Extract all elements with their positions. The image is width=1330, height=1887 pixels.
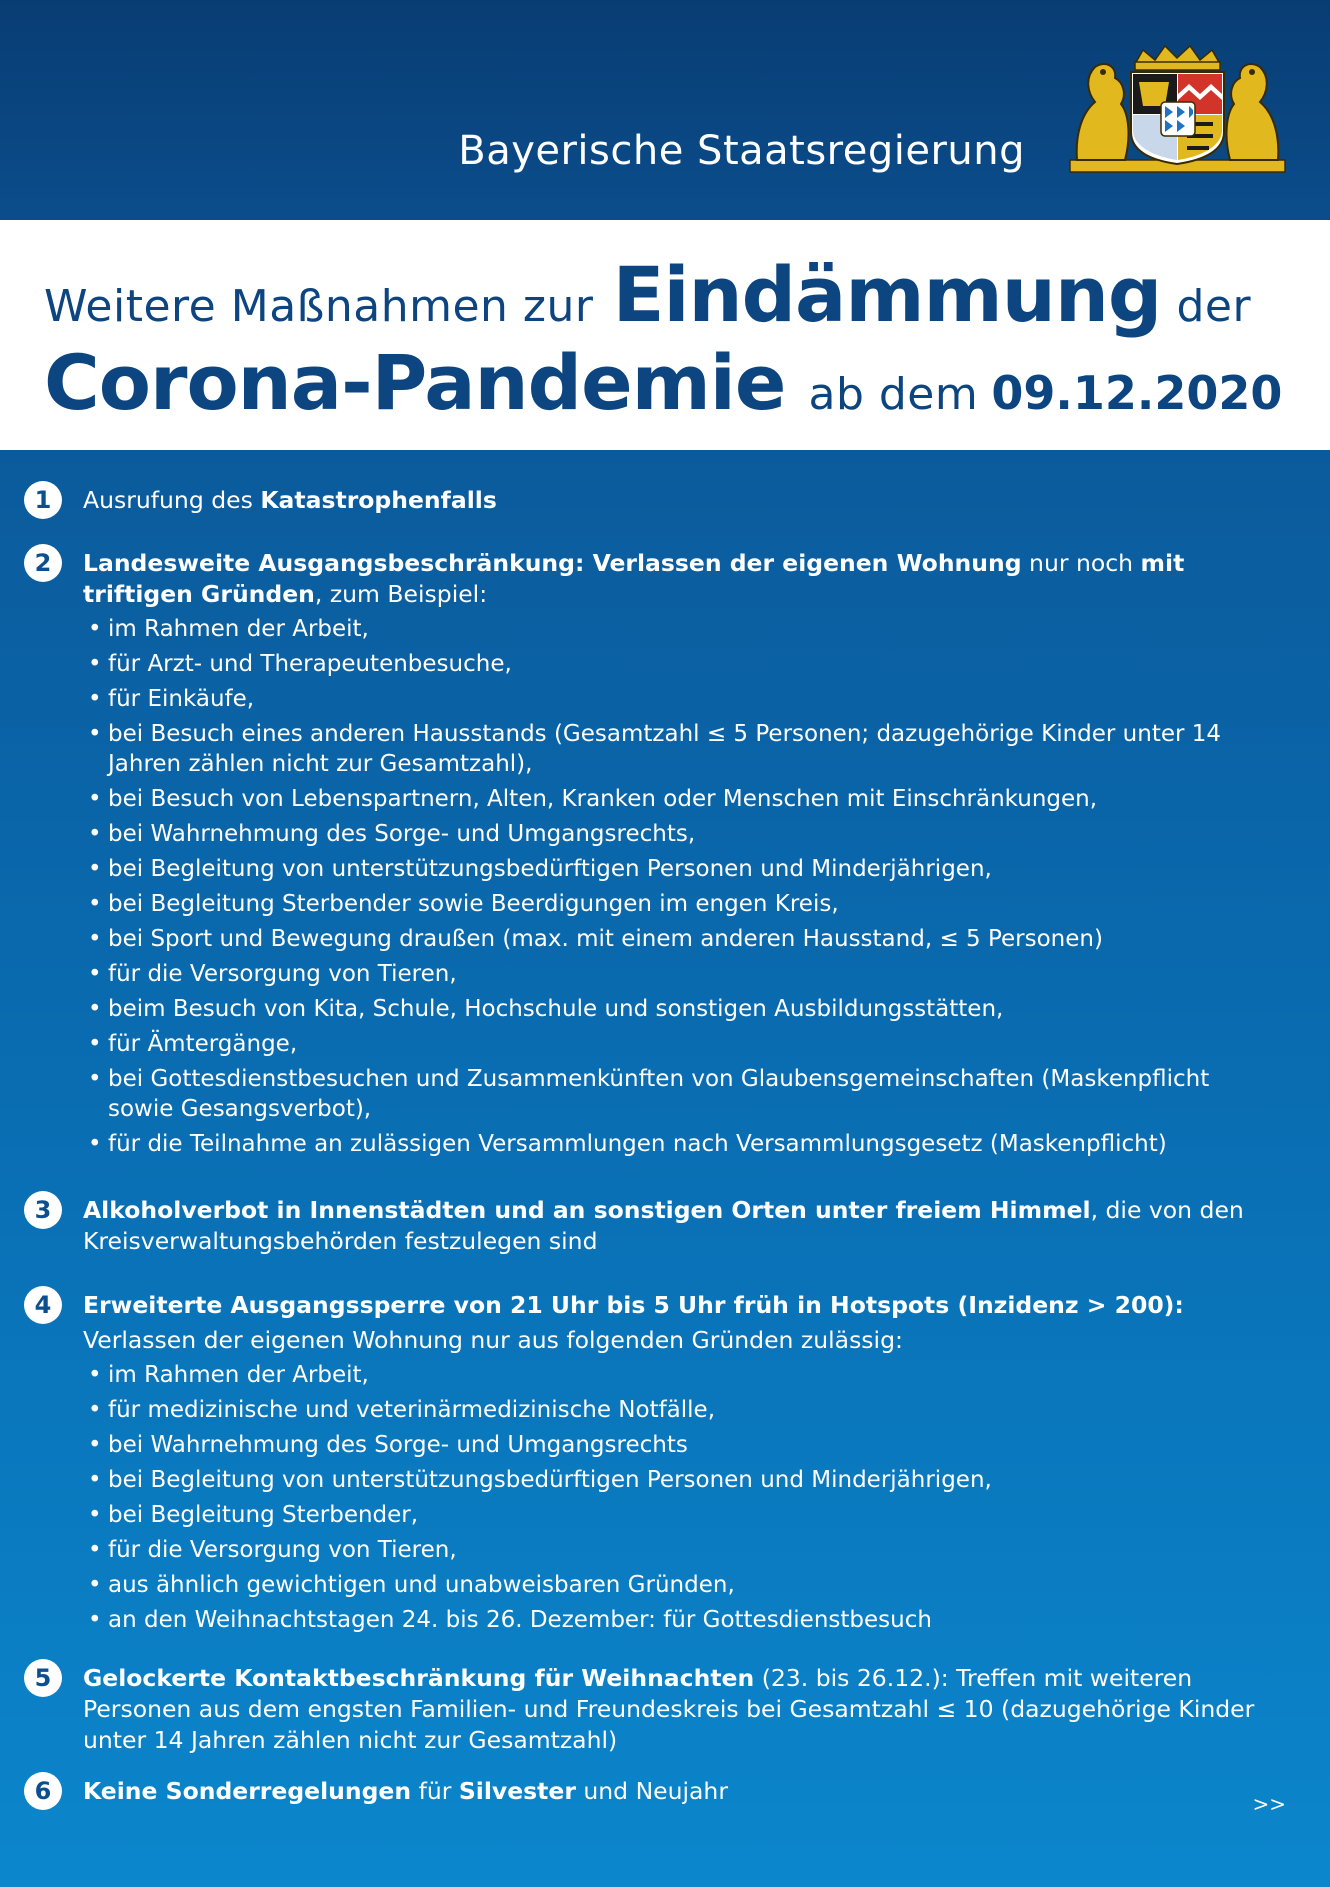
header-bar — [0, 0, 1330, 220]
item-number: 1 — [24, 481, 62, 519]
list-item: • bei Besuch von Lebenspartnern, Alten, Kranken oder Menschen mit Einschränkungen, — [88, 784, 1238, 814]
item-text-bold: Landesweite Ausgangsbeschränkung: Verlassen der eigenen Wohnung — [83, 549, 1022, 577]
measure-item-5 — [0, 1663, 1330, 1756]
item-number: 6 — [24, 1772, 62, 1810]
list-item: • für die Versorgung von Tieren, — [88, 1535, 1238, 1565]
measure-item-2 — [0, 548, 1330, 1164]
next-page-marker[interactable]: >> — [1252, 1792, 1286, 1816]
measure-item-1 — [0, 485, 1330, 516]
title-line-1 — [44, 250, 1251, 339]
item-text-plain: für — [411, 1777, 459, 1805]
list-item: • aus ähnlich gewichtigen und unabweisbaren Gründen, — [88, 1570, 1238, 1600]
item-subtext: Verlassen der eigenen Wohnung nur aus folgenden Gründen zulässig: — [83, 1326, 903, 1354]
item-text-bold: Katastrophenfalls — [260, 486, 497, 514]
list-item: • für die Teilnahme an zulässigen Versammlungen nach Versammlungsgesetz (Maskenpflicht) — [88, 1129, 1238, 1159]
government-name: Bayerische Staatsregierung — [458, 128, 1025, 174]
item-text-bold: Alkoholverbot in Innenstädten und an sonstigen Orten unter freiem Himmel — [83, 1196, 1091, 1224]
measure-item-4 — [0, 1290, 1330, 1640]
item-text — [83, 1776, 1293, 1807]
list-item: • im Rahmen der Arbeit, — [88, 1360, 1238, 1390]
item-text-plain: , die von den Kreisverwaltungsbehörden festzulegen sind — [83, 1196, 1244, 1255]
list-item: • an den Weihnachtstagen 24. bis 26. Dezember: für Gottesdienstbesuch — [88, 1605, 1238, 1635]
list-item: • beim Besuch von Kita, Schule, Hochschule und sonstigen Ausbildungsstätten, — [88, 994, 1238, 1024]
title-main: Corona-Pandemie — [44, 338, 786, 427]
measures-list — [0, 450, 1330, 1887]
list-item: • bei Begleitung von unterstützungsbedürftigen Personen und Minderjährigen, — [88, 854, 1238, 884]
measure-item-6 — [0, 1776, 1330, 1807]
title-pre: Weitere Maßnahmen zur — [44, 281, 594, 332]
title-from: ab dem — [808, 369, 979, 420]
list-item: • für Arzt- und Therapeutenbesuche, — [88, 649, 1238, 679]
coat-of-arms-icon — [1065, 42, 1290, 177]
measure-item-3 — [0, 1195, 1330, 1257]
list-item: • für die Versorgung von Tieren, — [88, 959, 1238, 989]
title-date: 09.12.2020 — [991, 366, 1283, 420]
item-text-plain: (23. bis 26.12.): Treffen mit weiteren Personen aus dem engsten Familien- und Freundeskreis bei Gesamtzahl ≤ 10 (dazugehörige Kinder unter 14 Jahren zählen nicht zur Gesamtzahl) — [83, 1664, 1255, 1754]
item-number: 5 — [24, 1659, 62, 1697]
title-band — [0, 220, 1330, 450]
list-item: • für medizinische und veterinärmedizinische Notfälle, — [88, 1395, 1238, 1425]
item-text-plain: nur noch — [1021, 549, 1141, 577]
item-text-bold: Keine Sonderregelungen — [83, 1777, 412, 1805]
list-item: • für Ämtergänge, — [88, 1029, 1238, 1059]
list-item: • bei Gottesdienstbesuchen und Zusammenkünften von Glaubensgemeinschaften (Maskenpflicht sowie Gesangsverbot), — [88, 1064, 1238, 1124]
item-number: 4 — [24, 1286, 62, 1324]
item-text-plain: und Neujahr — [575, 1777, 728, 1805]
title-highlight: Eindämmung — [612, 250, 1162, 339]
item-text-bold: Silvester — [458, 1777, 576, 1805]
list-item: • im Rahmen der Arbeit, — [88, 614, 1238, 644]
item-number: 2 — [24, 544, 62, 582]
title-post: der — [1176, 281, 1252, 332]
item-text-bold: Erweiterte Ausgangssperre von 21 Uhr bis 5 Uhr früh in Hotspots (Inzidenz > 200): — [83, 1291, 1184, 1319]
list-item: • bei Begleitung von unterstützungsbedürftigen Personen und Minderjährigen, — [88, 1465, 1238, 1495]
item-text-bold: mit triftigen Gründen — [83, 549, 1185, 608]
item-text — [83, 548, 1293, 610]
item-text — [83, 1290, 1293, 1321]
list-item: • bei Begleitung Sterbender sowie Beerdigungen im engen Kreis, — [88, 889, 1238, 919]
item-text — [83, 1195, 1293, 1257]
item-text-bold: Gelockerte Kontaktbeschränkung für Weihnachten — [83, 1664, 755, 1692]
item-text-plain: Ausrufung des — [83, 486, 261, 514]
item-number: 3 — [24, 1191, 62, 1229]
list-item: • für Einkäufe, — [88, 684, 1238, 714]
item-bullets — [0, 614, 1238, 1159]
item-text-plain: , zum Beispiel: — [314, 580, 488, 608]
list-item: • bei Wahrnehmung des Sorge- und Umgangsrechts — [88, 1430, 1238, 1460]
list-item: • bei Besuch eines anderen Hausstands (Gesamtzahl ≤ 5 Personen; dazugehörige Kinder unter 14 Jahren zählen nicht zur Gesamtzahl), — [88, 719, 1238, 779]
item-text — [83, 1663, 1293, 1756]
list-item: • bei Begleitung Sterbender, — [88, 1500, 1238, 1530]
item-bullets — [0, 1360, 1238, 1635]
list-item: • bei Sport und Bewegung draußen (max. mit einem anderen Hausstand, ≤ 5 Personen) — [88, 924, 1238, 954]
title-line-2 — [44, 338, 1282, 427]
item-text — [83, 485, 1293, 516]
list-item: • bei Wahrnehmung des Sorge- und Umgangsrechts, — [88, 819, 1238, 849]
